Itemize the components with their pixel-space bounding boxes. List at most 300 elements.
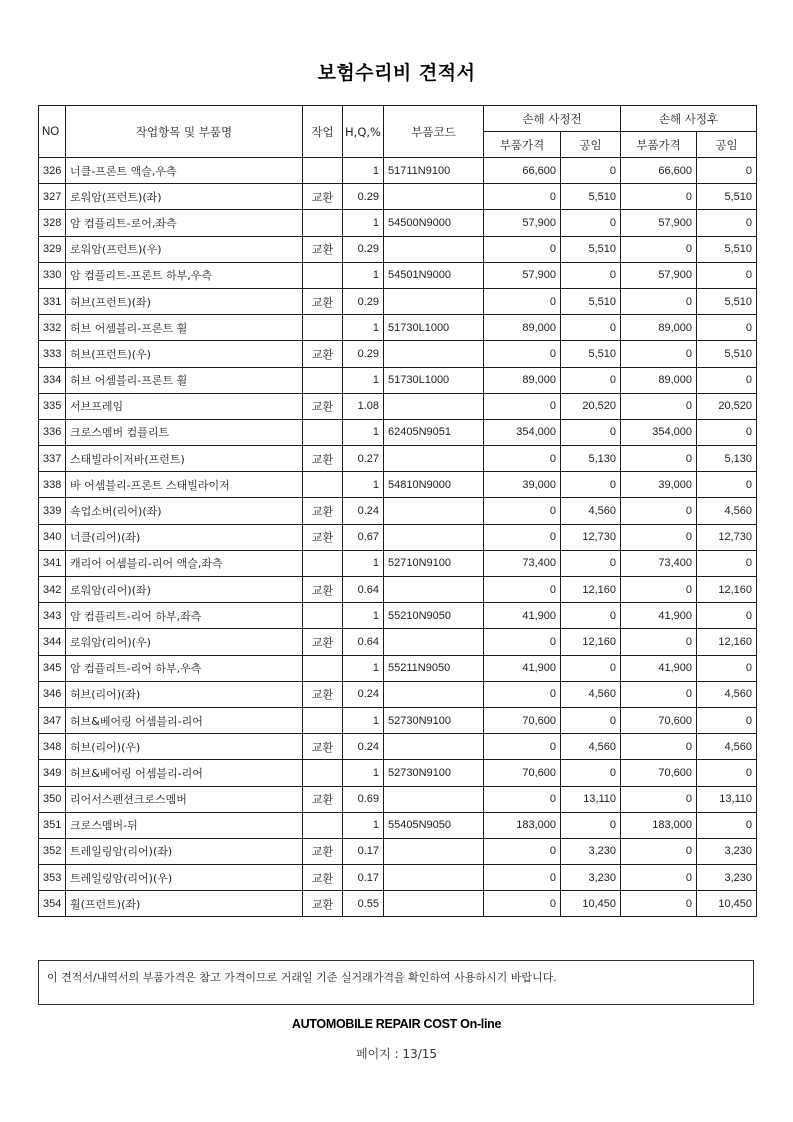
work-type-cell: 교환 bbox=[303, 524, 343, 550]
after-labor-cell: 0 bbox=[697, 655, 757, 681]
before-labor-cell: 5,510 bbox=[561, 288, 621, 314]
table-row bbox=[39, 865, 757, 891]
item-name-cell: 로워암(프런트)(우) bbox=[66, 236, 303, 262]
table-header bbox=[39, 106, 757, 158]
hq-value-cell: 0.17 bbox=[343, 865, 384, 891]
after-parts-price-cell: 0 bbox=[621, 236, 697, 262]
header-after-assessment: 손해 사정후 bbox=[621, 106, 757, 132]
work-type-cell: 교환 bbox=[303, 786, 343, 812]
work-type-cell bbox=[303, 760, 343, 786]
item-name-cell: 캐리어 어셈블리-리어 액슬,좌측 bbox=[66, 550, 303, 576]
table-row bbox=[39, 236, 757, 262]
work-type-cell bbox=[303, 158, 343, 184]
after-parts-price-cell: 0 bbox=[621, 891, 697, 917]
table-row bbox=[39, 760, 757, 786]
table-row bbox=[39, 367, 757, 393]
before-labor-cell: 12,730 bbox=[561, 524, 621, 550]
item-name-cell: 서브프레임 bbox=[66, 393, 303, 419]
table-row bbox=[39, 655, 757, 681]
after-labor-cell: 13,110 bbox=[697, 786, 757, 812]
hq-value-cell: 0.55 bbox=[343, 891, 384, 917]
before-parts-price-cell: 73,400 bbox=[484, 550, 561, 576]
before-parts-price-cell: 0 bbox=[484, 498, 561, 524]
after-parts-price-cell: 41,900 bbox=[621, 655, 697, 681]
hq-value-cell: 1 bbox=[343, 262, 384, 288]
item-name-cell: 암 컴플리트-리어 하부,우측 bbox=[66, 655, 303, 681]
hq-value-cell: 1.08 bbox=[343, 393, 384, 419]
after-labor-cell: 12,160 bbox=[697, 629, 757, 655]
after-labor-cell: 0 bbox=[697, 367, 757, 393]
hq-value-cell: 0.24 bbox=[343, 734, 384, 760]
header-work: 작업 bbox=[303, 106, 343, 158]
part-code-cell bbox=[384, 446, 484, 472]
work-type-cell bbox=[303, 472, 343, 498]
work-type-cell: 교환 bbox=[303, 838, 343, 864]
before-labor-cell: 0 bbox=[561, 472, 621, 498]
after-parts-price-cell: 354,000 bbox=[621, 419, 697, 445]
work-type-cell: 교환 bbox=[303, 498, 343, 524]
before-parts-price-cell: 41,900 bbox=[484, 603, 561, 629]
part-code-cell: 52730N9100 bbox=[384, 707, 484, 733]
before-labor-cell: 20,520 bbox=[561, 393, 621, 419]
item-name-cell: 허브&베어링 어셈블리-리어 bbox=[66, 760, 303, 786]
before-labor-cell: 0 bbox=[561, 550, 621, 576]
after-labor-cell: 5,510 bbox=[697, 341, 757, 367]
after-parts-price-cell: 70,600 bbox=[621, 707, 697, 733]
after-parts-price-cell: 0 bbox=[621, 838, 697, 864]
part-code-cell: 55210N9050 bbox=[384, 603, 484, 629]
hq-value-cell: 0.64 bbox=[343, 577, 384, 603]
before-parts-price-cell: 41,900 bbox=[484, 655, 561, 681]
after-parts-price-cell: 57,900 bbox=[621, 210, 697, 236]
item-name-cell: 너클(리어)(좌) bbox=[66, 524, 303, 550]
before-labor-cell: 5,510 bbox=[561, 236, 621, 262]
work-type-cell: 교환 bbox=[303, 288, 343, 314]
header-before-labor: 공임 bbox=[561, 132, 621, 158]
table-row bbox=[39, 629, 757, 655]
before-labor-cell: 0 bbox=[561, 315, 621, 341]
hq-value-cell: 0.17 bbox=[343, 838, 384, 864]
before-labor-cell: 0 bbox=[561, 419, 621, 445]
hq-value-cell: 1 bbox=[343, 419, 384, 445]
before-parts-price-cell: 0 bbox=[484, 734, 561, 760]
after-parts-price-cell: 183,000 bbox=[621, 812, 697, 838]
after-parts-price-cell: 89,000 bbox=[621, 367, 697, 393]
before-parts-price-cell: 183,000 bbox=[484, 812, 561, 838]
after-labor-cell: 0 bbox=[697, 760, 757, 786]
row-number-cell: 349 bbox=[39, 760, 66, 786]
part-code-cell: 51730L1000 bbox=[384, 367, 484, 393]
work-type-cell: 교환 bbox=[303, 341, 343, 367]
row-number-cell: 333 bbox=[39, 341, 66, 367]
table-row bbox=[39, 838, 757, 864]
before-parts-price-cell: 0 bbox=[484, 341, 561, 367]
before-labor-cell: 4,560 bbox=[561, 681, 621, 707]
before-labor-cell: 3,230 bbox=[561, 838, 621, 864]
after-parts-price-cell: 0 bbox=[621, 577, 697, 603]
footer-brand: AUTOMOBILE REPAIR COST On-line bbox=[291, 1017, 502, 1031]
after-parts-price-cell: 39,000 bbox=[621, 472, 697, 498]
work-type-cell: 교환 bbox=[303, 891, 343, 917]
row-number-cell: 343 bbox=[39, 603, 66, 629]
item-name-cell: 로워암(리어)(우) bbox=[66, 629, 303, 655]
item-name-cell: 허브(리어)(좌) bbox=[66, 681, 303, 707]
hq-value-cell: 1 bbox=[343, 315, 384, 341]
after-labor-cell: 0 bbox=[697, 603, 757, 629]
before-parts-price-cell: 70,600 bbox=[484, 707, 561, 733]
before-parts-price-cell: 57,900 bbox=[484, 262, 561, 288]
table-row bbox=[39, 341, 757, 367]
row-number-cell: 327 bbox=[39, 184, 66, 210]
before-labor-cell: 12,160 bbox=[561, 629, 621, 655]
part-code-cell bbox=[384, 681, 484, 707]
table-row bbox=[39, 786, 757, 812]
item-name-cell: 허브&베어링 어셈블리-리어 bbox=[66, 707, 303, 733]
row-number-cell: 326 bbox=[39, 158, 66, 184]
item-name-cell: 로워암(프런트)(좌) bbox=[66, 184, 303, 210]
before-parts-price-cell: 0 bbox=[484, 524, 561, 550]
before-parts-price-cell: 70,600 bbox=[484, 760, 561, 786]
after-labor-cell: 20,520 bbox=[697, 393, 757, 419]
header-after-labor: 공임 bbox=[697, 132, 757, 158]
after-labor-cell: 5,510 bbox=[697, 288, 757, 314]
header-hq: H,Q,% bbox=[343, 106, 384, 158]
row-number-cell: 350 bbox=[39, 786, 66, 812]
before-labor-cell: 0 bbox=[561, 210, 621, 236]
row-number-cell: 354 bbox=[39, 891, 66, 917]
item-name-cell: 쇽업소버(리어)(좌) bbox=[66, 498, 303, 524]
row-number-cell: 328 bbox=[39, 210, 66, 236]
row-number-cell: 336 bbox=[39, 419, 66, 445]
before-parts-price-cell: 0 bbox=[484, 786, 561, 812]
table-row bbox=[39, 681, 757, 707]
after-parts-price-cell: 0 bbox=[621, 629, 697, 655]
before-labor-cell: 5,510 bbox=[561, 184, 621, 210]
after-labor-cell: 12,160 bbox=[697, 577, 757, 603]
after-parts-price-cell: 0 bbox=[621, 498, 697, 524]
row-number-cell: 348 bbox=[39, 734, 66, 760]
price-notice-text: 이 견적서/내역서의 부품가격은 참고 가격이므로 거래일 기준 실거래가격을 확인하여 사용하시기 바랍니다. bbox=[47, 971, 557, 984]
after-labor-cell: 0 bbox=[697, 472, 757, 498]
hq-value-cell: 1 bbox=[343, 472, 384, 498]
row-number-cell: 353 bbox=[39, 865, 66, 891]
row-number-cell: 338 bbox=[39, 472, 66, 498]
before-labor-cell: 4,560 bbox=[561, 734, 621, 760]
before-parts-price-cell: 0 bbox=[484, 629, 561, 655]
before-labor-cell: 12,160 bbox=[561, 577, 621, 603]
header-before-assessment: 손해 사정전 bbox=[484, 106, 621, 132]
item-name-cell: 크로스멤버-뒤 bbox=[66, 812, 303, 838]
work-type-cell: 교환 bbox=[303, 184, 343, 210]
header-part-code: 부품코드 bbox=[384, 106, 484, 158]
part-code-cell bbox=[384, 629, 484, 655]
before-labor-cell: 0 bbox=[561, 655, 621, 681]
hq-value-cell: 1 bbox=[343, 210, 384, 236]
row-number-cell: 341 bbox=[39, 550, 66, 576]
hq-value-cell: 1 bbox=[343, 760, 384, 786]
table-body bbox=[39, 158, 757, 917]
before-labor-cell: 10,450 bbox=[561, 891, 621, 917]
part-code-cell bbox=[384, 393, 484, 419]
hq-value-cell: 1 bbox=[343, 812, 384, 838]
after-labor-cell: 12,730 bbox=[697, 524, 757, 550]
row-number-cell: 340 bbox=[39, 524, 66, 550]
work-type-cell bbox=[303, 315, 343, 341]
after-labor-cell: 5,130 bbox=[697, 446, 757, 472]
row-number-cell: 330 bbox=[39, 262, 66, 288]
item-name-cell: 스태빌라이저바(프런트) bbox=[66, 446, 303, 472]
after-labor-cell: 0 bbox=[697, 315, 757, 341]
before-parts-price-cell: 89,000 bbox=[484, 367, 561, 393]
work-type-cell: 교환 bbox=[303, 629, 343, 655]
work-type-cell: 교환 bbox=[303, 393, 343, 419]
after-parts-price-cell: 0 bbox=[621, 288, 697, 314]
after-labor-cell: 0 bbox=[697, 419, 757, 445]
item-name-cell: 크로스멤버 컴플리트 bbox=[66, 419, 303, 445]
row-number-cell: 334 bbox=[39, 367, 66, 393]
work-type-cell bbox=[303, 419, 343, 445]
part-code-cell bbox=[384, 734, 484, 760]
after-labor-cell: 10,450 bbox=[697, 891, 757, 917]
after-parts-price-cell: 66,600 bbox=[621, 158, 697, 184]
after-parts-price-cell: 0 bbox=[621, 865, 697, 891]
part-code-cell bbox=[384, 865, 484, 891]
after-labor-cell: 4,560 bbox=[697, 498, 757, 524]
before-parts-price-cell: 0 bbox=[484, 681, 561, 707]
table-row bbox=[39, 262, 757, 288]
item-name-cell: 트레일링암(리어)(우) bbox=[66, 865, 303, 891]
part-code-cell bbox=[384, 236, 484, 262]
row-number-cell: 351 bbox=[39, 812, 66, 838]
before-parts-price-cell: 0 bbox=[484, 838, 561, 864]
part-code-cell: 52710N9100 bbox=[384, 550, 484, 576]
before-labor-cell: 0 bbox=[561, 367, 621, 393]
row-number-cell: 352 bbox=[39, 838, 66, 864]
hq-value-cell: 0.24 bbox=[343, 498, 384, 524]
item-name-cell: 휠(프런트)(좌) bbox=[66, 891, 303, 917]
hq-value-cell: 1 bbox=[343, 550, 384, 576]
item-name-cell: 암 컴플리트-리어 하부,좌측 bbox=[66, 603, 303, 629]
part-code-cell bbox=[384, 498, 484, 524]
row-number-cell: 345 bbox=[39, 655, 66, 681]
before-labor-cell: 4,560 bbox=[561, 498, 621, 524]
row-number-cell: 332 bbox=[39, 315, 66, 341]
work-type-cell bbox=[303, 262, 343, 288]
page-number: 페이지 : 13/15 bbox=[355, 1047, 438, 1061]
hq-value-cell: 0.64 bbox=[343, 629, 384, 655]
item-name-cell: 허브(리어)(우) bbox=[66, 734, 303, 760]
part-code-cell bbox=[384, 891, 484, 917]
before-parts-price-cell: 0 bbox=[484, 865, 561, 891]
item-name-cell: 허브(프런트)(우) bbox=[66, 341, 303, 367]
work-type-cell bbox=[303, 367, 343, 393]
item-name-cell: 트레일링암(리어)(좌) bbox=[66, 838, 303, 864]
hq-value-cell: 0.29 bbox=[343, 341, 384, 367]
table-row bbox=[39, 446, 757, 472]
table-row bbox=[39, 524, 757, 550]
after-parts-price-cell: 0 bbox=[621, 446, 697, 472]
hq-value-cell: 1 bbox=[343, 158, 384, 184]
after-labor-cell: 0 bbox=[697, 210, 757, 236]
price-notice bbox=[38, 960, 754, 1005]
part-code-cell bbox=[384, 786, 484, 812]
after-labor-cell: 3,230 bbox=[697, 865, 757, 891]
item-name-cell: 로워암(리어)(좌) bbox=[66, 577, 303, 603]
work-type-cell bbox=[303, 210, 343, 236]
part-code-cell: 51730L1000 bbox=[384, 315, 484, 341]
before-labor-cell: 5,510 bbox=[561, 341, 621, 367]
hq-value-cell: 0.69 bbox=[343, 786, 384, 812]
work-type-cell: 교환 bbox=[303, 734, 343, 760]
after-parts-price-cell: 41,900 bbox=[621, 603, 697, 629]
hq-value-cell: 1 bbox=[343, 367, 384, 393]
hq-value-cell: 0.67 bbox=[343, 524, 384, 550]
after-parts-price-cell: 0 bbox=[621, 524, 697, 550]
before-labor-cell: 0 bbox=[561, 812, 621, 838]
row-number-cell: 337 bbox=[39, 446, 66, 472]
table-row bbox=[39, 184, 757, 210]
row-number-cell: 339 bbox=[39, 498, 66, 524]
header-item: 작업항목 및 부품명 bbox=[66, 106, 303, 158]
table-row bbox=[39, 315, 757, 341]
after-parts-price-cell: 0 bbox=[621, 184, 697, 210]
before-parts-price-cell: 354,000 bbox=[484, 419, 561, 445]
table-row bbox=[39, 891, 757, 917]
before-labor-cell: 0 bbox=[561, 262, 621, 288]
hq-value-cell: 1 bbox=[343, 603, 384, 629]
part-code-cell: 55211N9050 bbox=[384, 655, 484, 681]
after-labor-cell: 5,510 bbox=[697, 236, 757, 262]
work-type-cell bbox=[303, 812, 343, 838]
before-parts-price-cell: 0 bbox=[484, 184, 561, 210]
work-type-cell bbox=[303, 550, 343, 576]
work-type-cell: 교환 bbox=[303, 681, 343, 707]
row-number-cell: 329 bbox=[39, 236, 66, 262]
before-labor-cell: 0 bbox=[561, 760, 621, 786]
hq-value-cell: 0.24 bbox=[343, 681, 384, 707]
before-parts-price-cell: 0 bbox=[484, 288, 561, 314]
table-row bbox=[39, 498, 757, 524]
after-parts-price-cell: 0 bbox=[621, 681, 697, 707]
work-type-cell: 교환 bbox=[303, 236, 343, 262]
item-name-cell: 암 컴플리트-프론트 하부,우측 bbox=[66, 262, 303, 288]
item-name-cell: 허브 어셈블리-프론트 휠 bbox=[66, 367, 303, 393]
part-code-cell bbox=[384, 288, 484, 314]
hq-value-cell: 0.29 bbox=[343, 236, 384, 262]
part-code-cell: 54501N9000 bbox=[384, 262, 484, 288]
before-parts-price-cell: 89,000 bbox=[484, 315, 561, 341]
table-row bbox=[39, 812, 757, 838]
before-labor-cell: 0 bbox=[561, 603, 621, 629]
row-number-cell: 347 bbox=[39, 707, 66, 733]
table-row bbox=[39, 707, 757, 733]
table-row bbox=[39, 393, 757, 419]
table-row bbox=[39, 210, 757, 236]
item-name-cell: 너클-프론트 액슬,우측 bbox=[66, 158, 303, 184]
row-number-cell: 344 bbox=[39, 629, 66, 655]
hq-value-cell: 0.29 bbox=[343, 288, 384, 314]
after-parts-price-cell: 70,600 bbox=[621, 760, 697, 786]
row-number-cell: 342 bbox=[39, 577, 66, 603]
after-parts-price-cell: 0 bbox=[621, 393, 697, 419]
part-code-cell: 54500N9000 bbox=[384, 210, 484, 236]
work-type-cell: 교환 bbox=[303, 577, 343, 603]
table-row bbox=[39, 472, 757, 498]
table-row bbox=[39, 603, 757, 629]
part-code-cell bbox=[384, 341, 484, 367]
after-labor-cell: 0 bbox=[697, 812, 757, 838]
before-parts-price-cell: 0 bbox=[484, 393, 561, 419]
part-code-cell: 52730N9100 bbox=[384, 760, 484, 786]
part-code-cell bbox=[384, 577, 484, 603]
before-labor-cell: 0 bbox=[561, 707, 621, 733]
before-parts-price-cell: 0 bbox=[484, 577, 561, 603]
work-type-cell: 교환 bbox=[303, 865, 343, 891]
item-name-cell: 허브 어셈블리-프론트 휠 bbox=[66, 315, 303, 341]
before-parts-price-cell: 39,000 bbox=[484, 472, 561, 498]
after-labor-cell: 0 bbox=[697, 707, 757, 733]
after-parts-price-cell: 0 bbox=[621, 734, 697, 760]
before-labor-cell: 0 bbox=[561, 158, 621, 184]
before-parts-price-cell: 66,600 bbox=[484, 158, 561, 184]
estimate-table bbox=[38, 105, 757, 917]
part-code-cell: 55405N9050 bbox=[384, 812, 484, 838]
after-labor-cell: 0 bbox=[697, 262, 757, 288]
before-labor-cell: 5,130 bbox=[561, 446, 621, 472]
table-row bbox=[39, 577, 757, 603]
table-row bbox=[39, 288, 757, 314]
before-labor-cell: 13,110 bbox=[561, 786, 621, 812]
after-labor-cell: 3,230 bbox=[697, 838, 757, 864]
item-name-cell: 암 컴플리트-로어,좌측 bbox=[66, 210, 303, 236]
after-labor-cell: 0 bbox=[697, 550, 757, 576]
before-parts-price-cell: 0 bbox=[484, 446, 561, 472]
hq-value-cell: 1 bbox=[343, 707, 384, 733]
after-labor-cell: 0 bbox=[697, 158, 757, 184]
row-number-cell: 335 bbox=[39, 393, 66, 419]
work-type-cell bbox=[303, 655, 343, 681]
before-parts-price-cell: 57,900 bbox=[484, 210, 561, 236]
header-after-parts-price: 부품가격 bbox=[621, 132, 697, 158]
before-parts-price-cell: 0 bbox=[484, 236, 561, 262]
part-code-cell: 51711N9100 bbox=[384, 158, 484, 184]
after-labor-cell: 5,510 bbox=[697, 184, 757, 210]
after-parts-price-cell: 0 bbox=[621, 341, 697, 367]
hq-value-cell: 0.27 bbox=[343, 446, 384, 472]
work-type-cell bbox=[303, 707, 343, 733]
before-labor-cell: 3,230 bbox=[561, 865, 621, 891]
after-parts-price-cell: 89,000 bbox=[621, 315, 697, 341]
part-code-cell bbox=[384, 838, 484, 864]
table-row bbox=[39, 419, 757, 445]
document-title: 보험수리비 견적서 bbox=[317, 62, 476, 84]
table-row bbox=[39, 158, 757, 184]
before-parts-price-cell: 0 bbox=[484, 891, 561, 917]
row-number-cell: 346 bbox=[39, 681, 66, 707]
item-name-cell: 바 어셈블리-프론트 스태빌라이저 bbox=[66, 472, 303, 498]
header-no: NO bbox=[39, 106, 66, 158]
item-name-cell: 리어서스펜션크로스멤버 bbox=[66, 786, 303, 812]
hq-value-cell: 1 bbox=[343, 655, 384, 681]
after-labor-cell: 4,560 bbox=[697, 734, 757, 760]
hq-value-cell: 0.29 bbox=[343, 184, 384, 210]
after-labor-cell: 4,560 bbox=[697, 681, 757, 707]
table-row bbox=[39, 734, 757, 760]
row-number-cell: 331 bbox=[39, 288, 66, 314]
header-before-parts-price: 부품가격 bbox=[484, 132, 561, 158]
after-parts-price-cell: 73,400 bbox=[621, 550, 697, 576]
table-row bbox=[39, 550, 757, 576]
